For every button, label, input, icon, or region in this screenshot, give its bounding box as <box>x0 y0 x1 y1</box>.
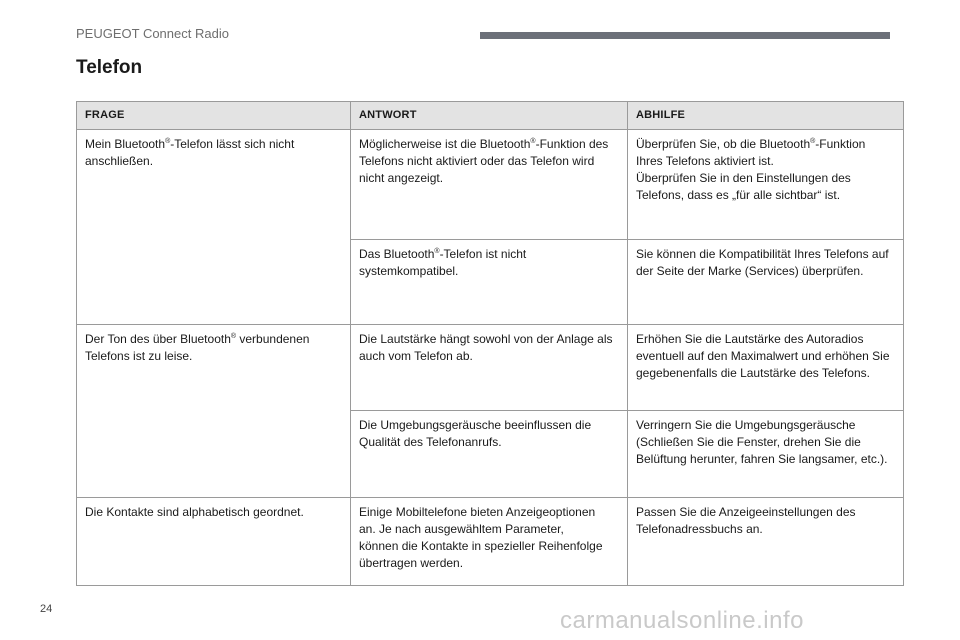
cell-line: Das Bluetooth®-Telefon ist nicht <box>359 247 527 261</box>
cell-frage <box>77 325 351 411</box>
cell-line: (Schließen Sie die Fenster, drehen Sie die <box>636 435 861 449</box>
cell-frage <box>77 130 351 240</box>
cell-antwort <box>351 240 628 325</box>
cell-antwort <box>351 130 628 240</box>
cell-antwort <box>351 411 628 498</box>
cell-line: Telefons ist zu leise. <box>85 349 193 363</box>
header-title: PEUGEOT Connect Radio <box>76 26 229 41</box>
cell-line: Telefons, dass es „für alle sichtbar“ ist. <box>636 188 841 202</box>
cell-line: auch vom Telefon ab. <box>359 349 473 363</box>
cell-abhilfe <box>628 325 904 411</box>
cell-line: der Seite der Marke (Services) überprüfen. <box>636 264 864 278</box>
cell-line: eventuell auf den Maximalwert und erhöhen Sie <box>636 349 890 363</box>
cell-abhilfe <box>628 498 904 586</box>
table-row <box>77 411 904 498</box>
cell-line: Möglicherweise ist die Bluetooth®-Funktion des <box>359 137 609 151</box>
cell-line: gegebenenfalls die Lautstärke des Telefons. <box>636 366 870 380</box>
cell-line: Ihres Telefons aktiviert ist. <box>636 154 774 168</box>
cell-line: Telefonadressbuchs an. <box>636 522 763 536</box>
cell-line: Telefons nicht aktiviert oder das Telefon wird <box>359 154 595 168</box>
watermark: carmanualsonline.info <box>560 607 804 634</box>
cell-antwort <box>351 325 628 411</box>
cell-line: an. Je nach ausgewähltem Parameter, <box>359 522 564 536</box>
column-header-frage: FRAGE <box>77 102 351 130</box>
page-title: Telefon <box>76 57 143 78</box>
page-number: 24 <box>40 603 53 615</box>
cell-line: Passen Sie die Anzeigeeinstellungen des <box>636 505 856 519</box>
cell-line: Mein Bluetooth®-Telefon lässt sich nicht <box>85 137 295 151</box>
table-row <box>77 240 904 325</box>
cell-line: Erhöhen Sie die Lautstärke des Autoradios <box>636 332 864 346</box>
cell-line: Überprüfen Sie, ob die Bluetooth®-Funktion <box>636 137 866 151</box>
cell-antwort <box>351 498 628 586</box>
cell-abhilfe <box>628 130 904 240</box>
cell-line: systemkompatibel. <box>359 264 459 278</box>
cell-line: übertragen werden. <box>359 556 464 570</box>
table-row <box>77 498 904 586</box>
column-header-abhilfe: ABHILFE <box>628 102 904 130</box>
cell-line: Belüftung herunter, fahren Sie langsamer, etc.). <box>636 452 888 466</box>
cell-line: Verringern Sie die Umgebungsgeräusche <box>636 418 856 432</box>
cell-line: nicht angezeigt. <box>359 171 444 185</box>
cell-line: Sie können die Kompatibilität Ihres Telefons auf <box>636 247 889 261</box>
cell-line: anschließen. <box>85 154 154 168</box>
cell-abhilfe <box>628 411 904 498</box>
table-row <box>77 325 904 411</box>
faq-table <box>76 101 904 586</box>
cell-frage <box>77 498 351 586</box>
cell-line: Einige Mobiltelefone bieten Anzeigeoptionen <box>359 505 596 519</box>
table-header-row <box>77 102 904 130</box>
cell-line: Die Lautstärke hängt sowohl von der Anlage als <box>359 332 613 346</box>
column-header-antwort: ANTWORT <box>351 102 628 130</box>
cell-line: Die Umgebungsgeräusche beeinflussen die <box>359 418 592 432</box>
cell-frage <box>77 411 351 498</box>
cell-line: Überprüfen Sie in den Einstellungen des <box>636 171 851 185</box>
header-bar <box>480 32 890 39</box>
cell-abhilfe <box>628 240 904 325</box>
table-row <box>77 130 904 240</box>
cell-line: Der Ton des über Bluetooth® verbundenen <box>85 332 310 346</box>
cell-line: Qualität des Telefonanrufs. <box>359 435 502 449</box>
cell-line: Die Kontakte sind alphabetisch geordnet. <box>85 505 304 519</box>
cell-frage <box>77 240 351 325</box>
cell-line: können die Kontakte in spezieller Reihenfolge <box>359 539 603 553</box>
